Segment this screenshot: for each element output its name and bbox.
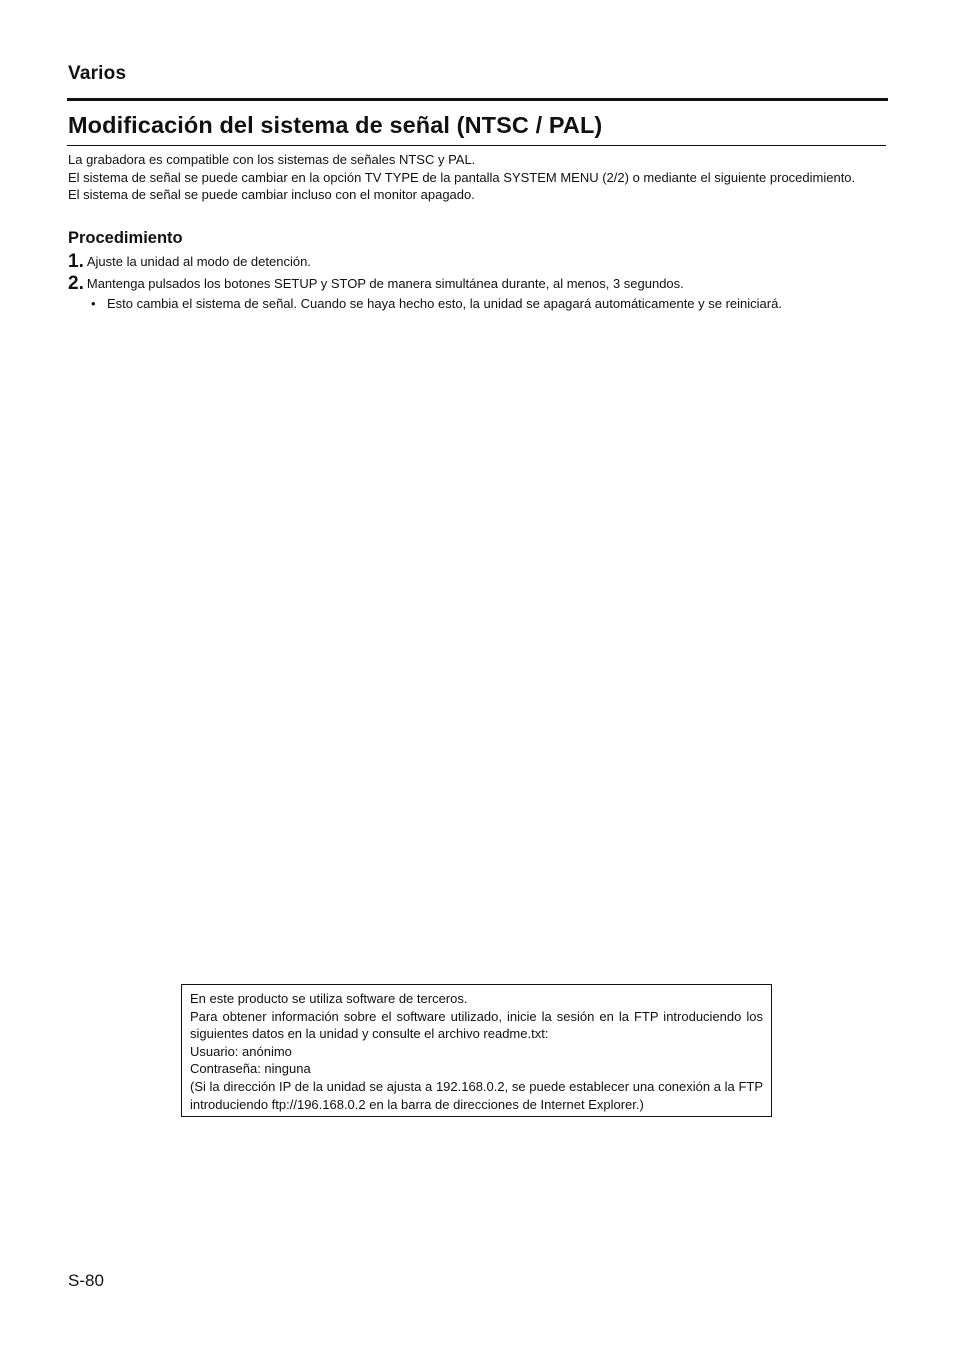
third-party-software-notice <box>181 984 772 1117</box>
section-label: Varios <box>68 63 127 84</box>
procedure-step-1 <box>68 251 311 273</box>
intro-paragraph: La grabadora es compatible con los sistemas de señales NTSC y PAL. <box>68 152 476 167</box>
section-divider-thick <box>67 98 888 101</box>
procedure-heading: Procedimiento <box>68 229 183 247</box>
notice-line: (Si la dirección IP de la unidad se ajusta a 192.168.0.2, se puede establecer una conexión a la FTP introduciendo ftp://196.168.0.2 en la barra de direcciones de Internet Explorer.) <box>190 1078 763 1112</box>
bullet-text: Esto cambia el sistema de señal. Cuando se haya hecho esto, la unidad se apagará automáticamente y se reiniciará. <box>107 296 782 311</box>
notice-line: Para obtener información sobre el software utilizado, inicie la sesión en la FTP introduciendo los siguientes datos en la unidad y consulte el archivo readme.txt: <box>190 1008 763 1042</box>
step-text: Ajuste la unidad al modo de detención. <box>86 254 311 269</box>
intro-text <box>68 151 886 204</box>
page-number: S-80 <box>68 1271 104 1290</box>
notice-line: Usuario: anónimo <box>190 1043 292 1059</box>
intro-paragraph: El sistema de señal se puede cambiar incluso con el monitor apagado. <box>68 187 475 203</box>
title-divider-thin <box>67 145 886 146</box>
step-text: Mantenga pulsados los botones SETUP y STOP de manera simultánea durante, al menos, 3 segundos. <box>86 276 684 291</box>
page-title: Modificación del sistema de señal (NTSC / PAL) <box>68 112 603 138</box>
step-number: 2. <box>68 273 84 294</box>
step-number: 1. <box>68 251 84 272</box>
notice-line: Contraseña: ninguna <box>190 1061 311 1077</box>
bullet-icon: • <box>91 296 96 311</box>
procedure-bullet <box>91 296 782 311</box>
notice-line: En este producto se utiliza software de terceros. <box>190 991 468 1006</box>
intro-paragraph: El sistema de señal se puede cambiar en la opción TV TYPE de la pantalla SYSTEM MENU (2/2) o mediante el siguiente procedimiento. <box>68 169 856 185</box>
procedure-step-2 <box>68 273 684 295</box>
